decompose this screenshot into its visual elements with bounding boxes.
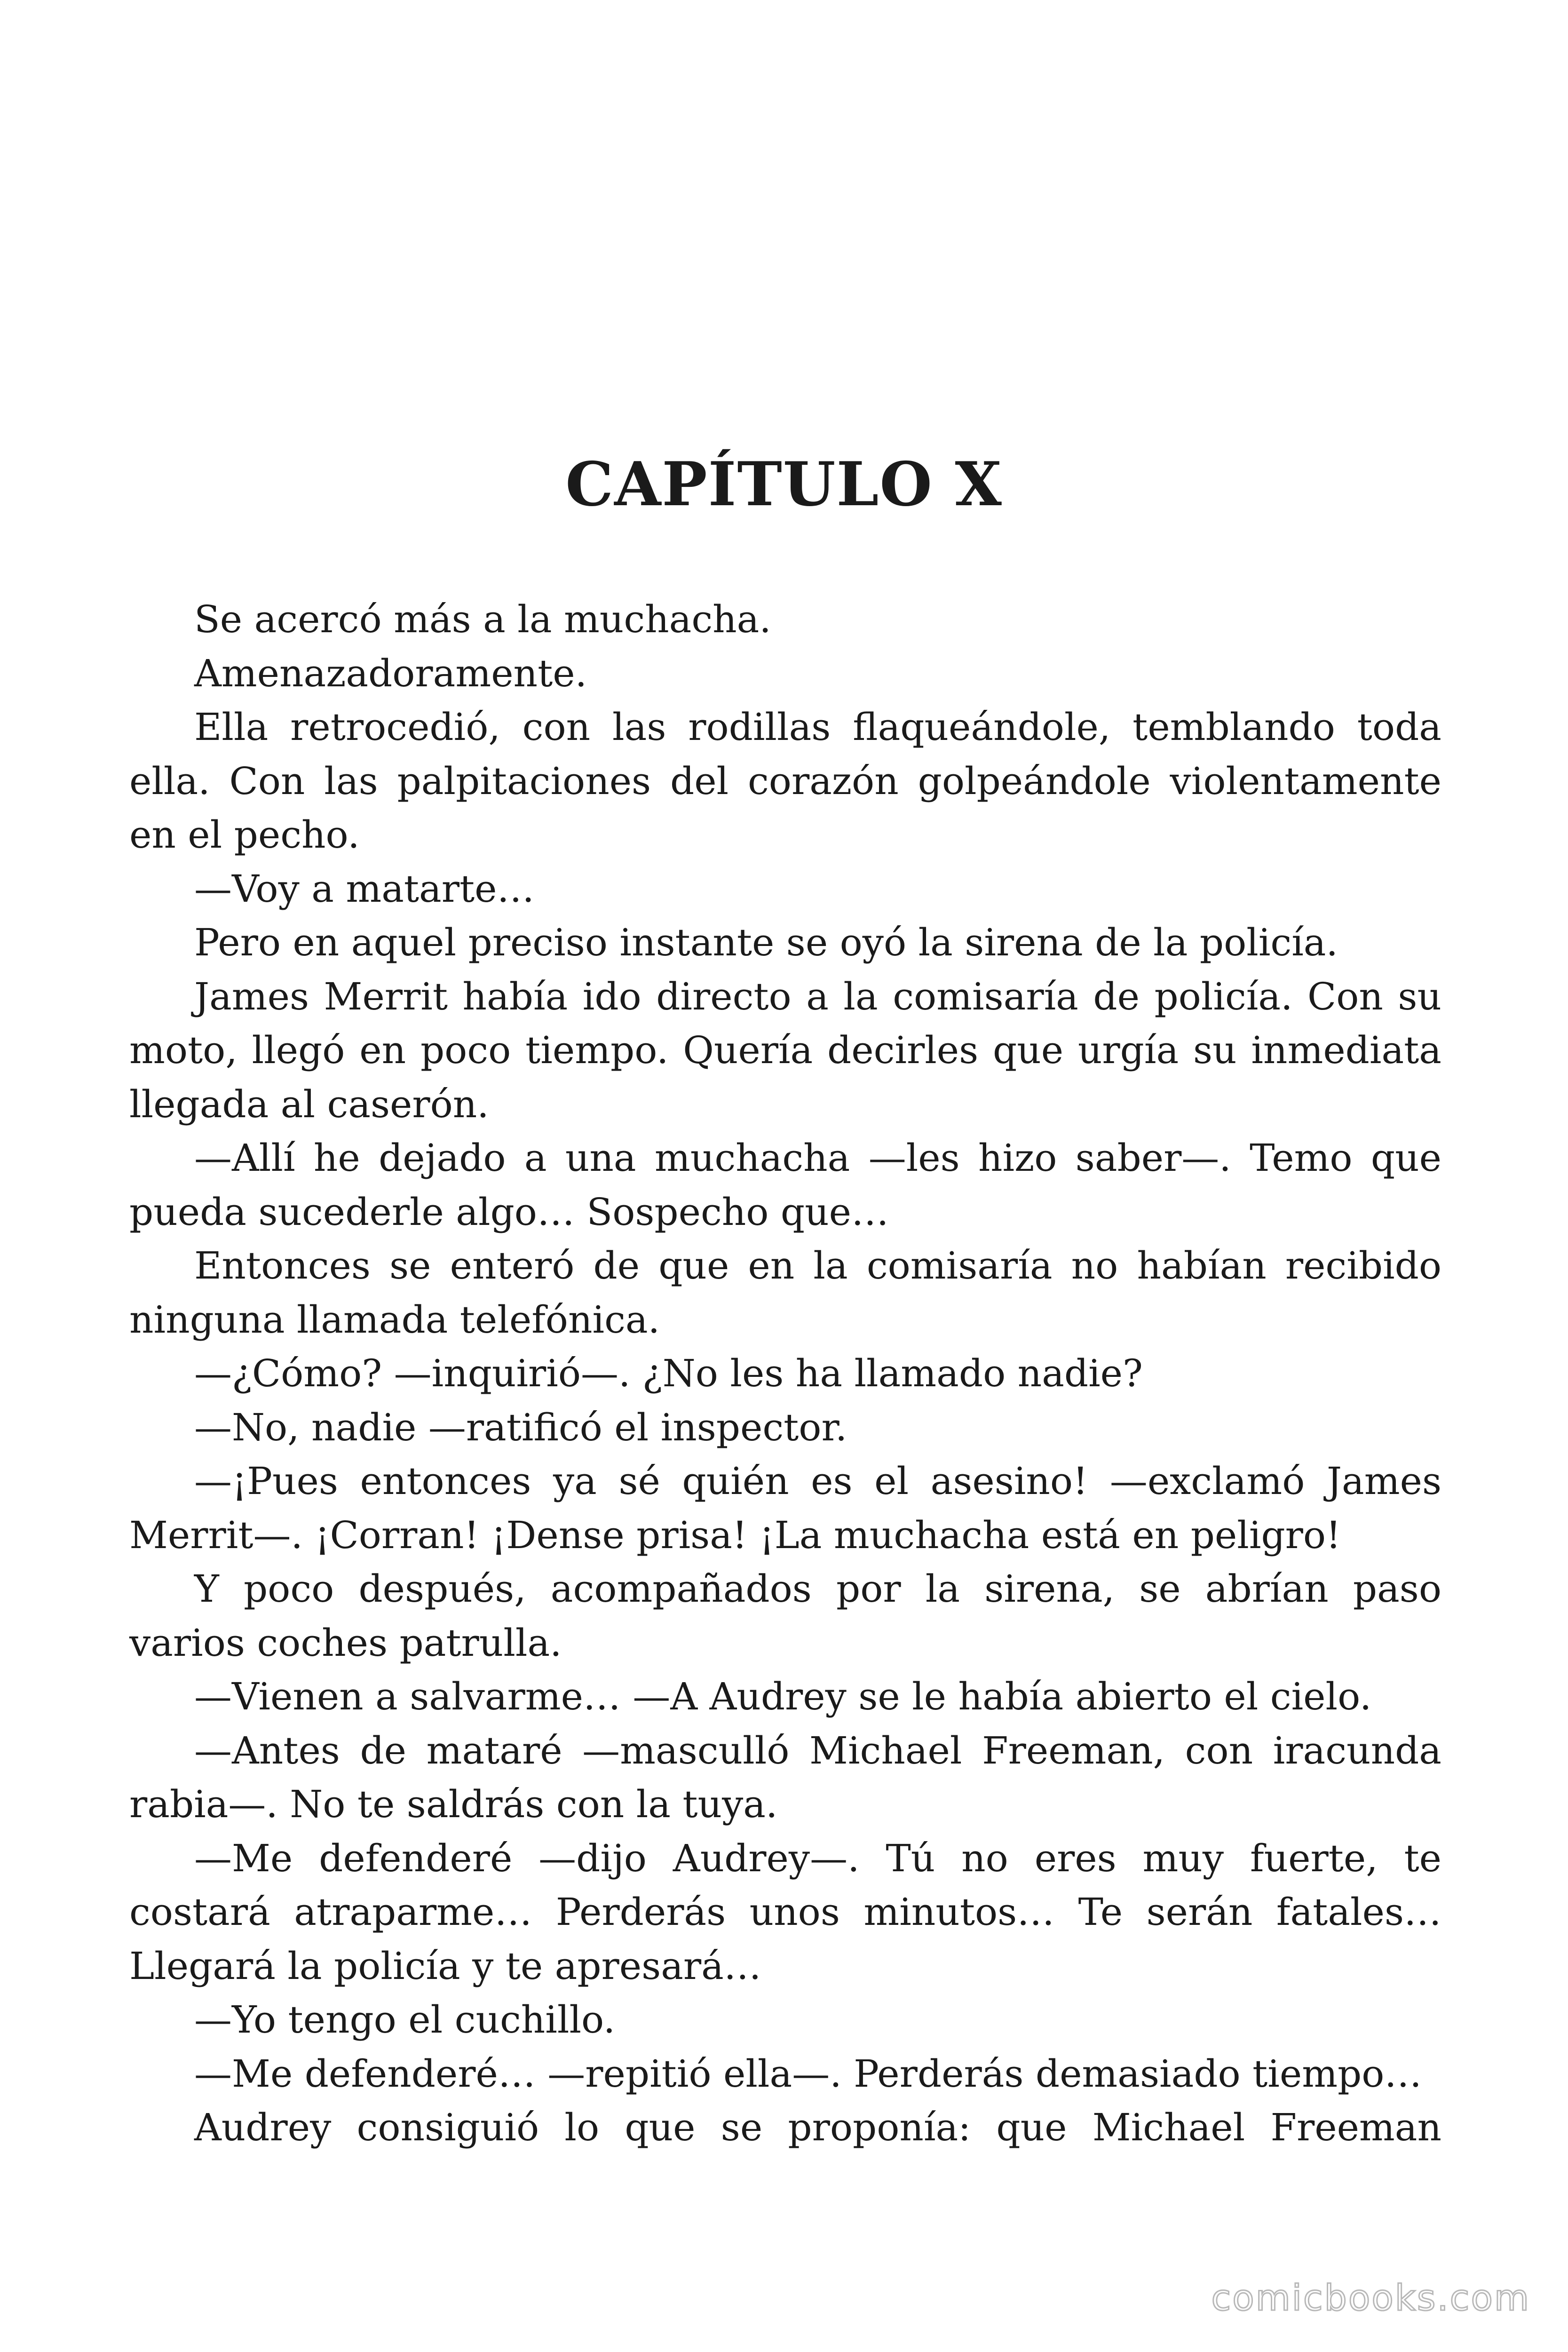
paragraph: Y poco después, acompañados por la sirena, se abrían paso varios coches patrulla. [129,1567,1441,1665]
paragraph: —¿Cómo? —inquirió—. ¿No les ha llamado nadie? [194,1351,1143,1395]
paragraph: Amenazadoramente. [194,651,587,695]
paragraph: —Antes de mataré —masculló Michael Freeman, con iracunda rabia—. No te saldrás con la tuya. [129,1728,1441,1826]
paragraph: —No, nadie —ratificó el inspector. [194,1405,847,1449]
paragraph: —Me defenderé… —repitió ella—. Perderás demasiado tiempo… [194,2051,1422,2096]
paragraph: —Voy a matarte… [194,866,535,911]
paragraph: Se acercó más a la muchacha. [194,597,771,641]
chapter-body [129,593,1441,2155]
chapter-title: CAPÍTULO X [565,449,1003,520]
watermark-logo: comicbooks.com [1211,2277,1530,2319]
paragraph: —Yo tengo el cuchillo. [194,1998,616,2042]
paragraph: —Allí he dejado a una muchacha —les hizo saber—. Temo que pueda sucederle algo… Sospecho que… [129,1136,1441,1234]
paragraph: —¡Pues entonces ya sé quién es el asesino! —exclamó James Merrit—. ¡Corran! ¡Dense prisa! ¡La muchacha está en peligro! [129,1459,1441,1557]
paragraph: Audrey consiguió lo que se proponía: que Michael Freeman [194,2106,1441,2149]
paragraph: James Merrit había ido directo a la comisaría de policía. Con su moto, llegó en poco tiempo. Quería decirles que urgía su inmediata llegada al caserón. [129,974,1441,1126]
paragraph: —Me defenderé —dijo Audrey—. Tú no eres muy fuerte, te costará atraparme… Perderás unos minutos… Te serán fatales… Llegará la policía y te apresará… [129,1836,1441,1988]
paragraph: —Vienen a salvarme… —A Audrey se le había abierto el cielo. [194,1675,1372,1718]
paragraph: Entonces se enteró de que en la comisaría no habían recibido ninguna llamada telefónica. [129,1244,1441,1342]
paragraph: Ella retrocedió, con las rodillas flaqueándole, temblando toda ella. Con las palpitaciones del corazón golpeándole violentamente en el pecho. [129,705,1441,857]
paragraph: Pero en aquel preciso instante se oyó la sirena de la policía. [194,921,1338,964]
